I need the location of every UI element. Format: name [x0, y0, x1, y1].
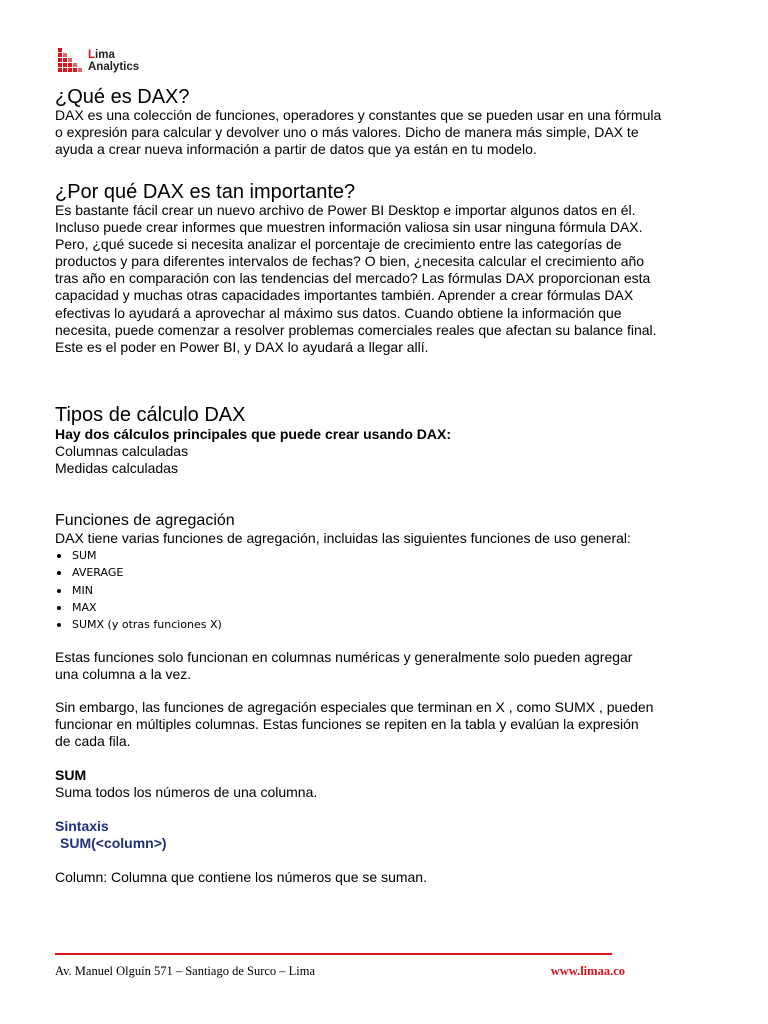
section-title: ¿Qué es DAX? — [55, 86, 190, 108]
list-item: AVERAGE — [55, 564, 713, 581]
footer-divider — [55, 953, 612, 955]
section-subtitle: Hay dos cálculos principales que puede crear usando DAX: — [55, 426, 452, 442]
paragraph-line: de cada fila. — [55, 733, 131, 750]
paragraph-numeric-columns — [55, 649, 713, 683]
paragraph-line: Sin embargo, las funciones de agregación especiales que terminan en X , como SUMX , pueden — [55, 699, 654, 715]
paragraph-line: o expresión para calcular y devolver uno o más valores. Dicho de manera más simple, DAX te — [55, 124, 639, 141]
logo-initial: L — [88, 49, 96, 61]
paragraph-line: DAX es una colección de funciones, operadores y constantes que se pueden usar en una fórmula — [55, 107, 662, 123]
paragraph-line: efectivas lo ayudará a aprovechar al máximo sus datos. Cuando obtiene la información que — [55, 304, 622, 321]
page-footer — [55, 964, 625, 980]
section-sum — [55, 767, 713, 801]
paragraph-line: Pero, ¿qué sucede si necesita analizar el porcentaje de crecimiento entre las categorías de — [55, 236, 622, 253]
footer-address: Av. Manuel Olguín 571 – Santiago de Surco – Lima — [55, 964, 316, 978]
bar-chart-logo-icon — [58, 48, 82, 74]
syntax-code: SUM(<column>) — [60, 835, 167, 852]
list-item: SUMX (y otras funciones X) — [55, 616, 713, 633]
list-item: Columnas calculadas — [55, 443, 189, 460]
list-item: MAX — [55, 599, 713, 616]
parameter-description: Column: Columna que contiene los números que se suman. — [55, 869, 427, 885]
section-title: Funciones de agregación — [55, 512, 235, 529]
section-parameter — [55, 869, 713, 886]
paragraph-line: una columna a la vez. — [55, 666, 192, 683]
footer-website-link[interactable]: www.limaa.co — [550, 964, 625, 978]
company-logo — [58, 47, 139, 75]
paragraph-line: Es bastante fácil crear un nuevo archivo de Power BI Desktop e importar algunos datos en él. — [55, 202, 636, 218]
paragraph-line: productos y para diferentes intervalos de fechas? O bien, ¿necesita calcular el crecimiento año — [55, 253, 645, 270]
paragraph-line: capacidad y muchas otras capacidades importantes también. Aprender a crear fórmulas DAX — [55, 287, 634, 304]
section-por-que-dax — [55, 181, 713, 356]
paragraph-x-functions — [55, 699, 713, 750]
section-title: Tipos de cálculo DAX — [55, 404, 246, 426]
section-tipos-calculo — [55, 404, 713, 477]
syntax-label: Sintaxis — [55, 818, 109, 834]
section-intro: DAX tiene varias funciones de agregación, incluidas las siguientes funciones de uso general: — [55, 530, 631, 546]
section-syntax — [55, 818, 713, 852]
logo-word-1: ima — [95, 49, 115, 61]
paragraph-line: tras año en comparación con las tendencias del mercado? Las fórmulas DAX proporcionan esta — [55, 270, 651, 287]
section-que-es-dax — [55, 86, 713, 158]
paragraph-line: funcionar en múltiples columnas. Estas funciones se repiten en la tabla y evalúan la expresión — [55, 716, 639, 733]
paragraph-line: necesita, puede comenzar a resolver problemas comerciales reales que afectan su balance final. — [55, 321, 657, 338]
list-item: MIN — [55, 582, 713, 599]
logo-word-2: Analytics — [88, 61, 140, 73]
function-title: SUM — [55, 767, 87, 783]
paragraph-line: ayuda a crear nueva información a partir de datos que ya están en tu modelo. — [55, 141, 537, 158]
function-description: Suma todos los números de una columna. — [55, 784, 318, 801]
list-item: SUM — [55, 547, 713, 564]
paragraph-line: Estas funciones solo funcionan en columnas numéricas y generalmente solo pueden agregar — [55, 649, 633, 665]
function-list — [55, 547, 713, 633]
paragraph-line: Incluso puede crear informes que muestren información valiosa sin usar ninguna fórmula DAX. — [55, 219, 643, 236]
logo-wordmark — [88, 49, 139, 73]
paragraph-line: Este es el poder en Power BI, y DAX lo ayudará a llegar allí. — [55, 338, 429, 355]
section-title: ¿Por qué DAX es tan importante? — [55, 181, 356, 203]
list-item: Medidas calculadas — [55, 460, 178, 477]
section-funciones-agregacion — [55, 512, 713, 634]
